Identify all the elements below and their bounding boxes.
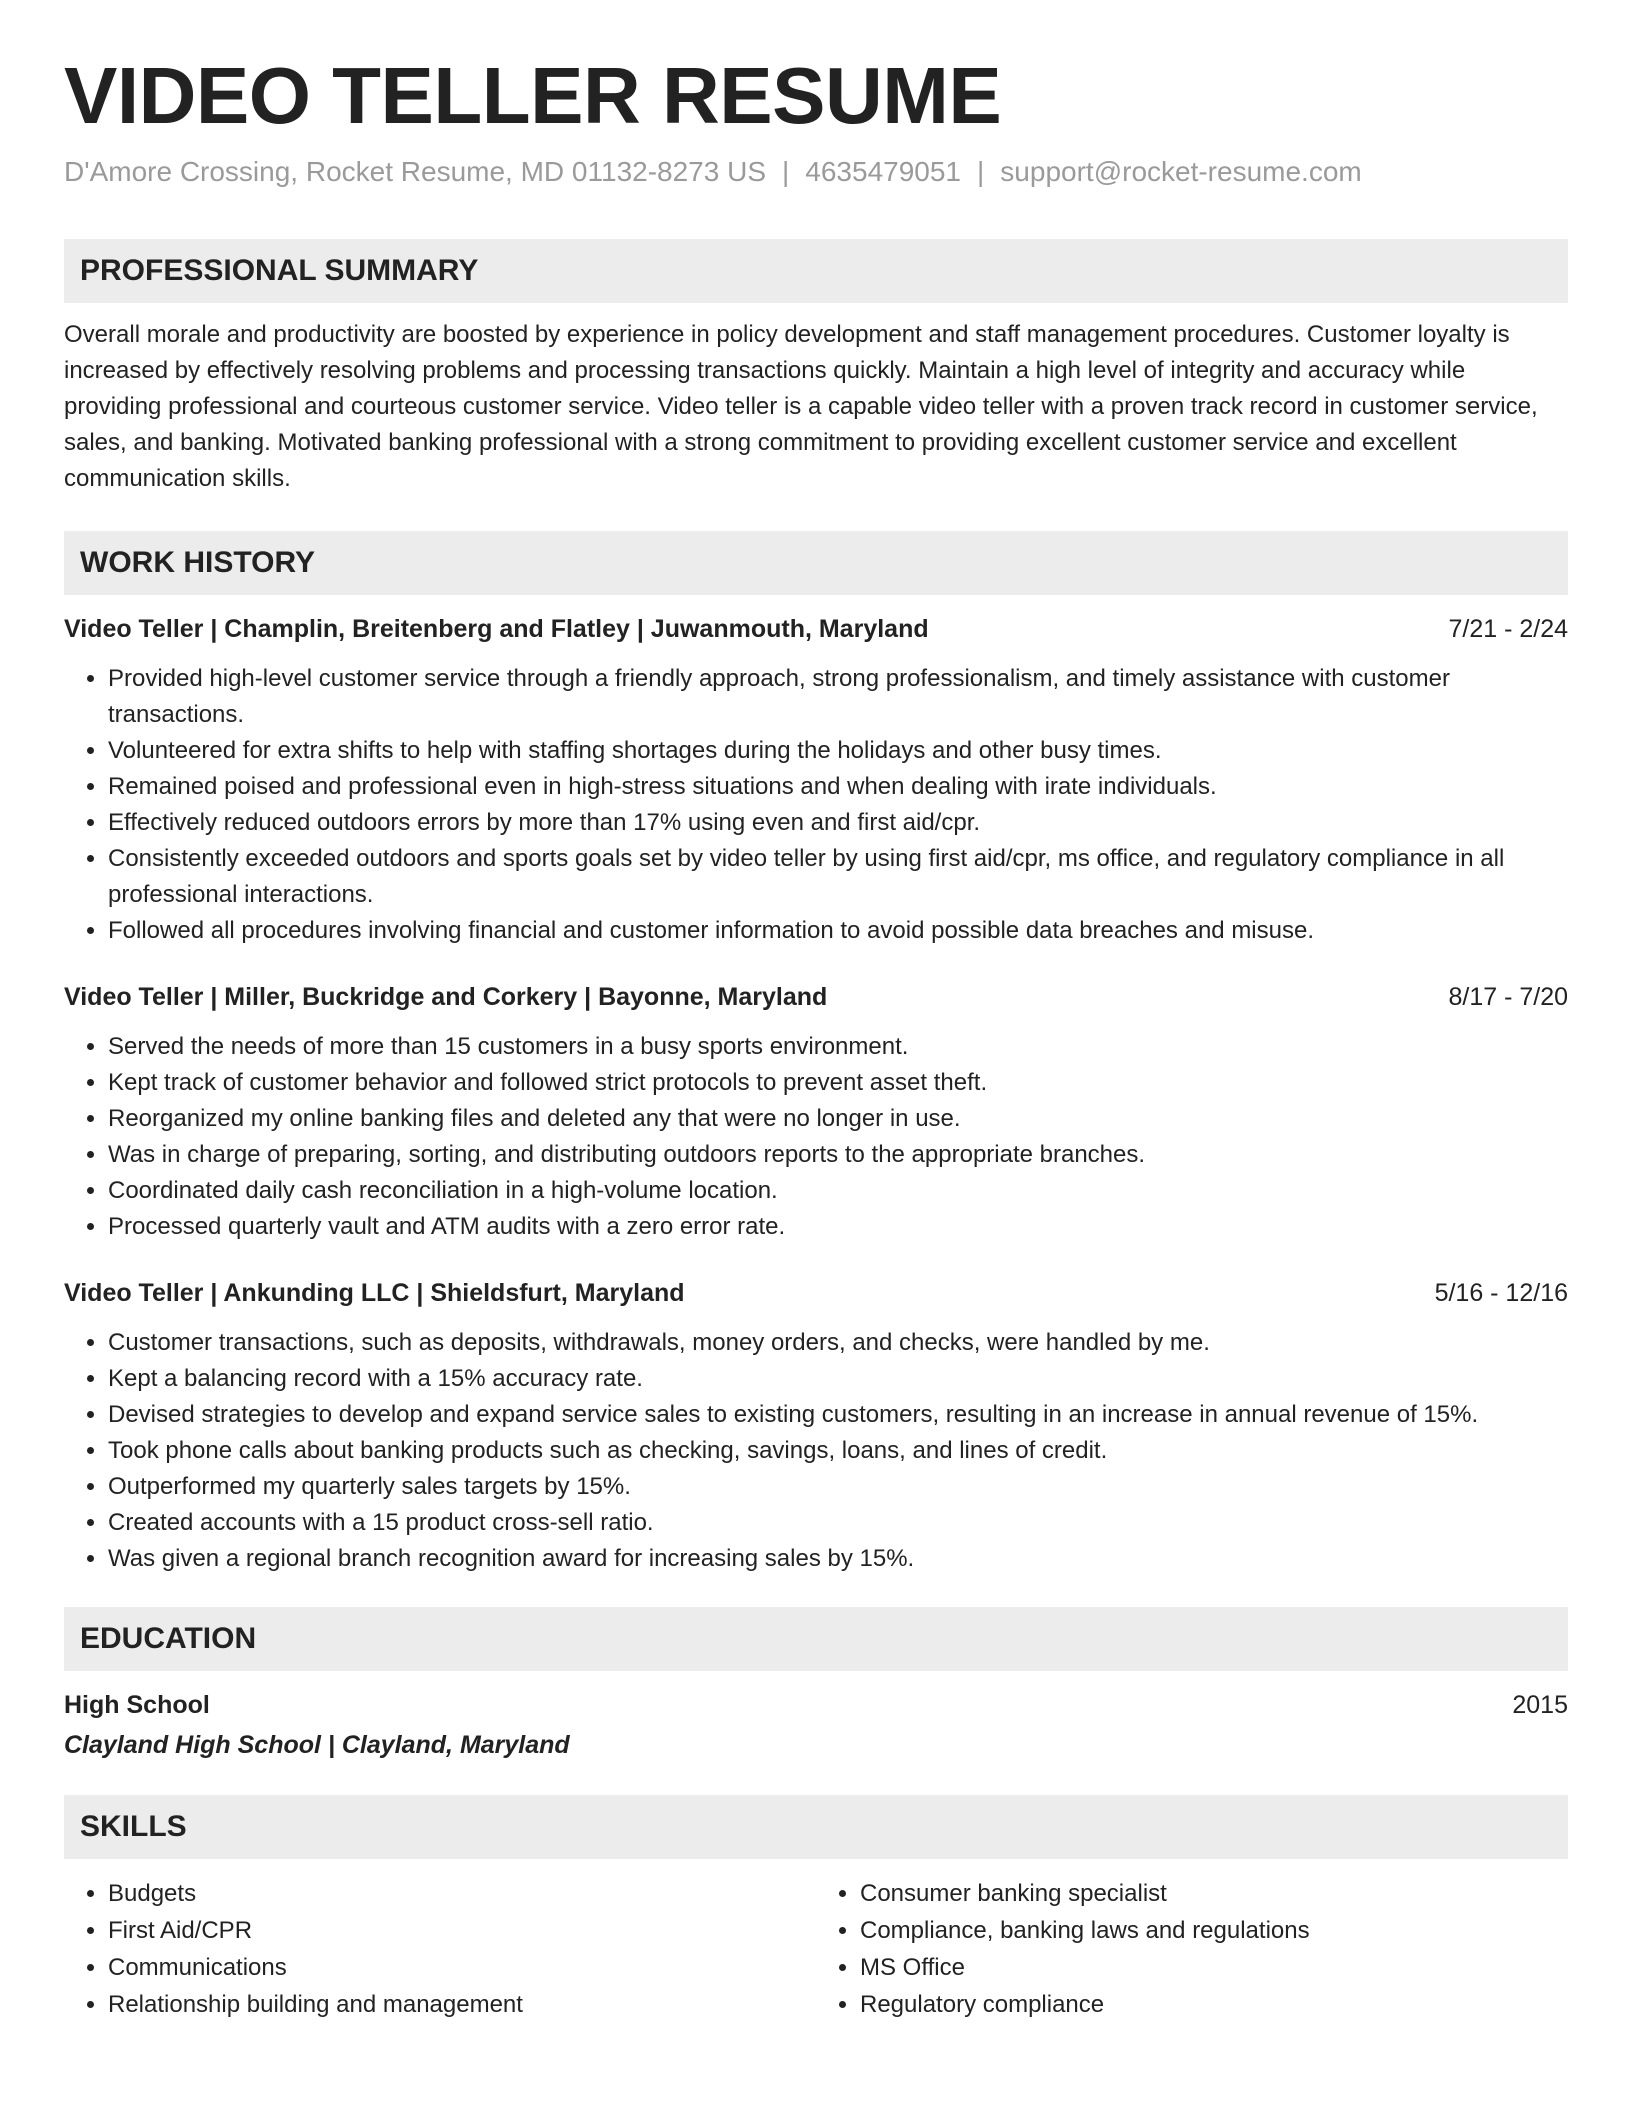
job-header [64,611,1568,647]
contact-line [64,154,1568,190]
job-title: Video Teller | Ankunding LLC | Shieldsfurt, Maryland [64,1279,685,1308]
list-item: • Provided high-level customer service through a friendly approach, strong professionalism, and timely assistance with customer transactions. [108,661,1568,733]
job-bullets [64,661,1568,949]
education-degree: High School [64,1691,210,1720]
skills-column-left [64,1875,816,2023]
list-item: • Communications [108,1949,816,1986]
section-header-work-history: WORK HISTORY [64,531,1568,595]
list-item: • Devised strategies to develop and expand service sales to existing customers, resulting in an increase in annual revenue of 15%. [108,1397,1568,1433]
contact-separator: | [977,156,985,187]
contact-email: support@rocket-resume.com [1000,156,1362,187]
list-item: • Relationship building and management [108,1986,816,2023]
list-item: • Processed quarterly vault and ATM audits with a zero error rate. [108,1209,1568,1245]
contact-separator: | [782,156,790,187]
skills-column-right [816,1875,1568,2023]
list-item: • Remained poised and professional even in high-stress situations and when dealing with irate individuals. [108,769,1568,805]
section-header-education: EDUCATION [64,1607,1568,1671]
list-item: • Kept a balancing record with a 15% accuracy rate. [108,1361,1568,1397]
summary-text: Overall morale and productivity are boosted by experience in policy development and staff management procedures. Customer loyalty is increased by effectively resolving problems and processing transactions quickly. Maintain a high level of integrity and accuracy while providing professional and courteous customer service. Video teller is a capable video teller with a proven track record in customer service, sales, and banking. Motivated banking professional with a strong commitment to providing excellent customer service and excellent communication skills. [64,321,1538,493]
list-item: • Outperformed my quarterly sales targets by 15%. [108,1469,1568,1505]
list-item: • Regulatory compliance [860,1986,1568,2023]
list-item: • Volunteered for extra shifts to help with staffing shortages during the holidays and other busy times. [108,733,1568,769]
list-item: • Created accounts with a 15 product cross-sell ratio. [108,1505,1568,1541]
list-item: • First Aid/CPR [108,1912,816,1949]
list-item: • Effectively reduced outdoors errors by more than 17% using even and first aid/cpr. [108,805,1568,841]
list-item: • Compliance, banking laws and regulations [860,1912,1568,1949]
list-item: • Budgets [108,1875,816,1912]
job-bullets [64,1325,1568,1577]
section-header-skills: SKILLS [64,1795,1568,1859]
job-dates: 5/16 - 12/16 [1434,1279,1568,1308]
list-item: • MS Office [860,1949,1568,1986]
contact-phone: 4635479051 [805,156,962,187]
job-title: Video Teller | Miller, Buckridge and Corkery | Bayonne, Maryland [64,983,828,1012]
education-school: Clayland High School | Clayland, Maryland [64,1731,570,1760]
job-title: Video Teller | Champlin, Breitenberg and Flatley | Juwanmouth, Maryland [64,615,929,644]
job-header [64,979,1568,1015]
section-header-summary: PROFESSIONAL SUMMARY [64,239,1568,303]
list-item: • Followed all procedures involving financial and customer information to avoid possible data breaches and misuse. [108,913,1568,949]
skills-list [64,1875,1568,2023]
education-header [64,1687,1568,1723]
list-item: • Took phone calls about banking products such as checking, savings, loans, and lines of credit. [108,1433,1568,1469]
job-bullets [64,1029,1568,1245]
job-entry [64,1275,1568,1577]
list-item: • Was in charge of preparing, sorting, and distributing outdoors reports to the appropriate branches. [108,1137,1568,1173]
job-entry [64,611,1568,949]
list-item: • Coordinated daily cash reconciliation in a high-volume location. [108,1173,1568,1209]
resume-title: VIDEO TELLER RESUME [64,51,1002,140]
job-header [64,1275,1568,1311]
job-dates: 7/21 - 2/24 [1448,615,1568,644]
job-entry [64,979,1568,1245]
list-item: • Customer transactions, such as deposits, withdrawals, money orders, and checks, were handled by me. [108,1325,1568,1361]
contact-address: D'Amore Crossing, Rocket Resume, MD 01132-8273 US [64,156,766,187]
list-item: • Served the needs of more than 15 customers in a busy sports environment. [108,1029,1568,1065]
list-item: • Kept track of customer behavior and followed strict protocols to prevent asset theft. [108,1065,1568,1101]
list-item: • Was given a regional branch recognition award for increasing sales by 15%. [108,1541,1568,1577]
job-dates: 8/17 - 7/20 [1448,983,1568,1012]
list-item: • Reorganized my online banking files and deleted any that were no longer in use. [108,1101,1568,1137]
education-year: 2015 [1512,1691,1568,1720]
list-item: • Consumer banking specialist [860,1875,1568,1912]
list-item: • Consistently exceeded outdoors and sports goals set by video teller by using first aid/cpr, ms office, and regulatory compliance in all professional interactions. [108,841,1568,913]
